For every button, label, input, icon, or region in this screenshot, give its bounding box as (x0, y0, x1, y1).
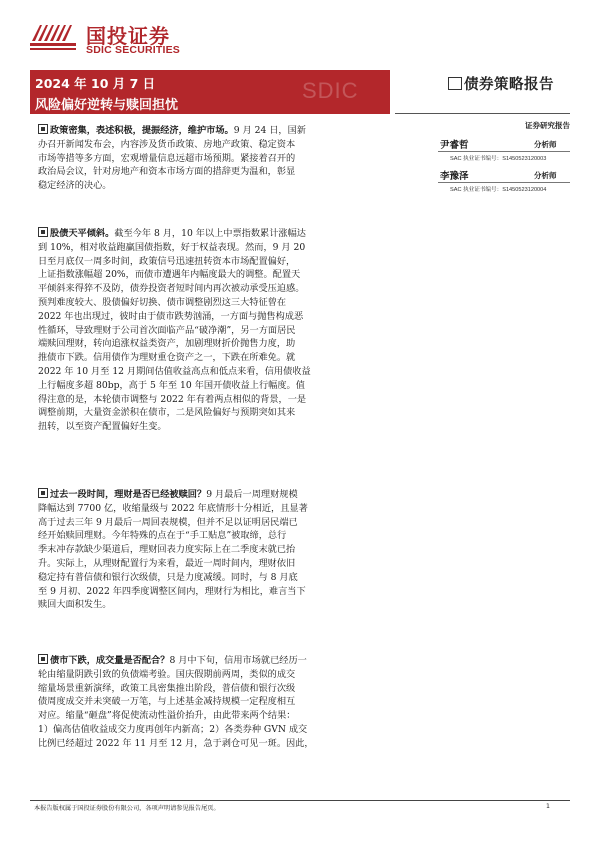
header-divider (395, 113, 570, 114)
company-logo (30, 20, 190, 56)
paragraph-line: 到 10%，相对收益跑赢国债指数，好于权益表现。然而，9 月 20 (38, 241, 306, 253)
banner-watermark: SDIC (302, 78, 359, 103)
report-title: 风险偏好逆转与赎回担忧 (35, 98, 179, 113)
paragraph-line: 经开始赎回理财。今年特殊的点在于“手工贴息”被取缔，总行 (38, 530, 287, 542)
paragraph-line: 缩量场景重新演绎，政策工具密集推出阶段，普信债和银行次级 (38, 682, 296, 694)
paragraph-line: 2022 年也出现过，彼时由于债市跌势汹涌，一方面与抛售构成恶 (38, 310, 304, 322)
analyst-name: 尹睿哲 (440, 140, 469, 151)
bullet-icon (38, 654, 48, 664)
paragraph-line: 稳定持有普信债和银行次级债，只是力度减缓。同时，与 8 月底 (38, 571, 298, 583)
paragraph-line (38, 124, 390, 138)
analyst-sac: SAC 执业证书编号：S1450523120003 (450, 156, 547, 162)
analyst-role: 分析师 (534, 171, 557, 180)
paragraph-line: 端赎回理财，转向追涨权益类资产，加剧理财折价抛售力度，助 (38, 338, 296, 350)
bullet-icon (38, 488, 48, 498)
paragraph-line: 市场等措等多方面，宏观增量信息远超市场预期。紧接着召开的 (38, 152, 296, 164)
paragraph-line: 2022 年 10 月至 12 月期间估值收益高点和低点来看，信用债收益 (38, 365, 311, 377)
paragraph-text: 9 月最后一周理财规模 (206, 489, 298, 500)
paragraph-line: 上证指数涨幅超 20%，而债市遭遇年内幅度最大的调整。配置天 (38, 269, 301, 281)
analyst-role: 分析师 (534, 140, 557, 149)
page-number: 1 (546, 803, 550, 810)
paragraph-text: 8 月中下旬，信用市场就已经历一 (169, 655, 307, 666)
paragraph-line: 政治局会议，针对房地产和资本市场方面的措辞更为温和，彰显 (38, 166, 296, 178)
analyst-divider (438, 182, 570, 183)
logo-english-text: SDIC SECURITIES (86, 44, 181, 56)
paragraph-line: 上行幅度多超 80bp，高于 5 年至 10 年国开债收益上行幅度。值 (38, 379, 305, 391)
chart-icon (448, 77, 462, 90)
paragraph-line: 日至月底仅一周多时间，政策信号迅速扭转资本市场配置偏好， (38, 255, 296, 267)
footer-disclaimer: 本报告版权属于国投证券股份有限公司，各项声明请参见报告尾页。 (34, 805, 220, 812)
paragraph-line: 高于过去三年 9 月最后一周回表规模，但并不足以证明居民端已 (38, 516, 298, 528)
logo-chinese-text: 国投证券 (86, 24, 170, 48)
report-type-label: 债券策略报告 (464, 77, 554, 93)
logo-mark-icon (30, 21, 76, 51)
paragraph-line: 调整前期，大量资金淤积在债市，二是风险偏好与预期突如其来 (38, 407, 296, 419)
paragraph-line: 债周度成交并未突破一万笔，与上述基金减持规模一定程度相互 (38, 696, 296, 708)
paragraph-lead: 过去一段时间，理财是否已经被赎回？ (50, 489, 207, 500)
paragraph-line: 扭转，以至资产配置偏好生变。 (38, 421, 167, 433)
analyst-sac: SAC 执业证书编号：S1450523120004 (450, 187, 547, 193)
paragraph (38, 124, 390, 193)
paragraph-line: 稳定经济的决心。 (38, 180, 112, 192)
analyst-name: 李豫泽 (440, 171, 469, 182)
analyst-divider (438, 151, 570, 152)
paragraph-line: 季末冲存款缺少渠道后，理财回表力度实际上在二季度末就已抬 (38, 544, 296, 556)
report-type-heading (448, 72, 570, 94)
paragraph-line: 性循环，导致理财于公司首次面临产品“破净潮”，另一方面居民 (38, 324, 296, 336)
title-banner (30, 70, 390, 114)
bullet-icon (38, 124, 48, 134)
paragraph-lead: 政策密集，表述积极，提振经济，维护市场。 (50, 125, 234, 136)
paragraph-lead: 债市下跌，成交量是否配合？ (50, 655, 170, 666)
paragraph-line: 得注意的是，本轮债市调整与 2022 年有着两点相似的背景，一是 (38, 393, 307, 405)
paragraph (38, 227, 390, 434)
paragraph-line: 办召开新闻发布会，内容涉及货币政策、房地产政策、稳定资本 (38, 138, 296, 150)
paragraph (38, 654, 390, 751)
paragraph-line: 比例已经超过 2022 年 11 月至 12 月，急于剥仓可见一斑。因此， (38, 737, 314, 749)
paragraph-text: 9 月 24 日，国新 (233, 125, 306, 136)
paragraph-line (38, 654, 390, 668)
paragraph-line: 平倾斜来得猝不及防，债券投资者短时间内再次被动承受压迫感。 (38, 283, 305, 295)
paragraph-line: 轮由缩量阴跌引致的负债端考验。国庆假期前两周，类似的成交 (38, 668, 296, 680)
paragraph (38, 488, 390, 612)
paragraph-line: 预判难度较大、股债偏好切换、债市调整剧烈这三大特征曾在 (38, 296, 287, 308)
paragraph-line: 推债市下跌。信用债作为理财重仓资产之一，下跌在所难免。就 (38, 352, 296, 364)
paragraph-line: 1）偏高估值收益成交力度再创年内新高；2）各类券种 GVN 成交 (38, 723, 308, 735)
paragraph-line: 降幅达到 7700 亿，收缩量级与 2022 年底情形十分相近，且显著 (38, 502, 308, 514)
paragraph-line (38, 488, 390, 502)
footer-divider (30, 800, 570, 801)
bullet-icon (38, 227, 48, 237)
paragraph-lead: 股债天平倾斜。 (50, 228, 115, 239)
paragraph-line: 至 9 月初、2022 年四季度调整区间内，理财行为相比，难言当下 (38, 585, 306, 597)
paragraph-line: 赎回大面积发生。 (38, 599, 112, 611)
report-date: 2024 年 10 月 7 日 (35, 76, 156, 91)
sub-report-label: 证券研究报告 (525, 121, 570, 130)
paragraph-line: 升。实际上，从理财配置行为来看，最近一周时间内，理财依旧 (38, 557, 296, 569)
paragraph-line (38, 227, 390, 241)
paragraph-text: 截至今年 8 月，10 年以上中票指数累计涨幅达 (114, 228, 306, 239)
paragraph-line: 对应。缩量“砸盘”将促使流动性溢价抬升，由此带来两个结果： (38, 710, 296, 722)
